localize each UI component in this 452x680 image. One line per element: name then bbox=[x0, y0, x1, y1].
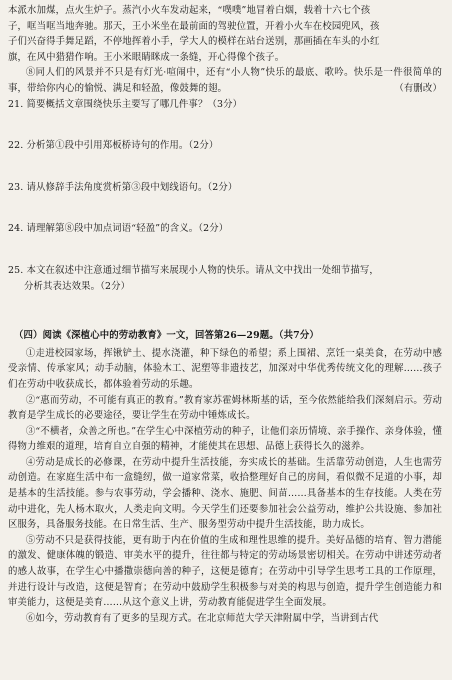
story-line: 子们兴奋得手舞足蹈，不停地挥着小手，学大人的模样在站台送别，那画插在车头的小红 bbox=[8, 36, 380, 48]
abridged-note: （有删改） bbox=[394, 82, 442, 94]
story-paragraph-8 bbox=[8, 65, 442, 96]
story-continuation bbox=[8, 3, 442, 97]
question-21: 21. 简要概括文章围绕快乐主要写了哪几件事？（3分） bbox=[8, 98, 243, 110]
questions-block bbox=[8, 97, 442, 321]
story-line: 子，哐当哐当地奔驰。那天，王小米坐在最前面的驾驶位置，开着小火车在校园兜风，孩 bbox=[8, 20, 380, 32]
question-24: 24. 请理解第⑧段中加点词语“轻盈”的含义。（2分） bbox=[8, 223, 229, 235]
reading-section-4 bbox=[8, 328, 442, 626]
question-22: 22. 分析第①段中引用郑板桥诗句的作用。（2分） bbox=[8, 140, 219, 152]
answer-space[interactable] bbox=[8, 195, 442, 221]
answer-space[interactable] bbox=[8, 154, 442, 180]
answer-space[interactable] bbox=[8, 112, 442, 138]
article-paragraph-5: ⑤劳动不只是获得技能，更有助于内在价值的生成和理性思维的提升。美好品德的培育、智力潜能的激发、健康体魄的锻造、审美水平的提升，往往都与特定的劳动场景密切相关。在劳动中讲述劳动者的感人故事，在学生心中播撒崇德向善的种子，这便是德育；在劳动中引导学生思考工具的工作原理，并进行设计与改造，这便是智育；在劳动中鼓励学生积极参与对美的构思与创造，提升学生创造能力和审美能力，这便是美育……从这个意义上讲，劳动教育能促进学生全面发展。 bbox=[8, 534, 442, 609]
article-paragraph-4: ④劳动是成长的必修课，在劳动中提升生活技能，夯实成长的基础。生活靠劳动创造，人生也需劳动创造。在家庭生活中布一盒缝纫，做一道家常菜，收拾整理好自己的房间，看似微不足道的小事，却是基本的生活技能。参与农事劳动，学会播种、浇水、施肥、间苗……具备基本的生存技能。人类在劳动中进化，先人杨木取火，人类走向文明。今天学生们还要参加社会公益劳动，维护公共设施、参加社区服务，具备服务技能。在日常生活、生产、服务型劳动中提升生活技能，助力成长。 bbox=[8, 456, 442, 531]
question-25-line-1: 25. 本文在叙述中注意通过细节描写来展现小人物的快乐。请从文中找出一处细节描写， bbox=[8, 264, 379, 276]
answer-space[interactable] bbox=[8, 294, 442, 320]
question-25-line-2: 分析其表达效果。（2分） bbox=[23, 280, 131, 292]
question-25 bbox=[8, 263, 442, 294]
answer-space[interactable] bbox=[8, 237, 442, 263]
paragraph-8-text: ⑧同人们的风景并不只是有灯光·喧闹中，还有“小人物”快乐的最底、歌吟。快乐是一件很简单的事，带给你内心的愉悦、满足和轻盈，像鼓舞的翅。 bbox=[8, 67, 442, 94]
article-paragraph-3: ③“不横者，众善之所也。”在学生心中深植劳动的种子，让他们亲历情境、亲手操作、亲身体验，懂得物力维艰的道理，培育自立自强的精神，才能使其在思想、品德上获得长久的滋养。 bbox=[8, 425, 442, 453]
story-line: 旗，在风中猎猎作响。王小米眼睛眯成一条缝，开心得像个孩子。 bbox=[8, 51, 285, 63]
question-23: 23. 请从修辞手法角度赏析第③段中划线语句。（2分） bbox=[8, 181, 238, 193]
section-4-title: （四）阅读《深植心中的劳动教育》一文，回答第26—29题。（共7分） bbox=[14, 330, 319, 342]
article-paragraph-2: ②“惠而劳动，不可能有真正的教育。”教育家苏霍姆林斯基的话，至今依然能给我们深刻启示。劳动教育是学生成长的必要途径，要让学生在劳动中锤炼成长。 bbox=[8, 394, 442, 422]
story-line: 本派水加煤，点火生炉子。蒸汽小火车发动起来，“噗噗”地冒着白烟，载着十六七个孩 bbox=[8, 5, 371, 16]
article-paragraph-1: ①走进校园家场，挥锹铲土、提水浇灌，种下绿色的希望；系上围裙、烹饪一桌美食，在劳动中感受亲情、传承家风；动手动脑，体验木工、泥塑等非遗技艺，加深对中华优秀传统文化的理解……孩子们在劳动中收获成长，都体验着劳动的乐趣。 bbox=[8, 347, 442, 390]
article-paragraph-6: ⑥如今，劳动教育有了更多的呈现方式。在北京师范大学天津附属中学，当讲到古代 bbox=[25, 612, 379, 624]
